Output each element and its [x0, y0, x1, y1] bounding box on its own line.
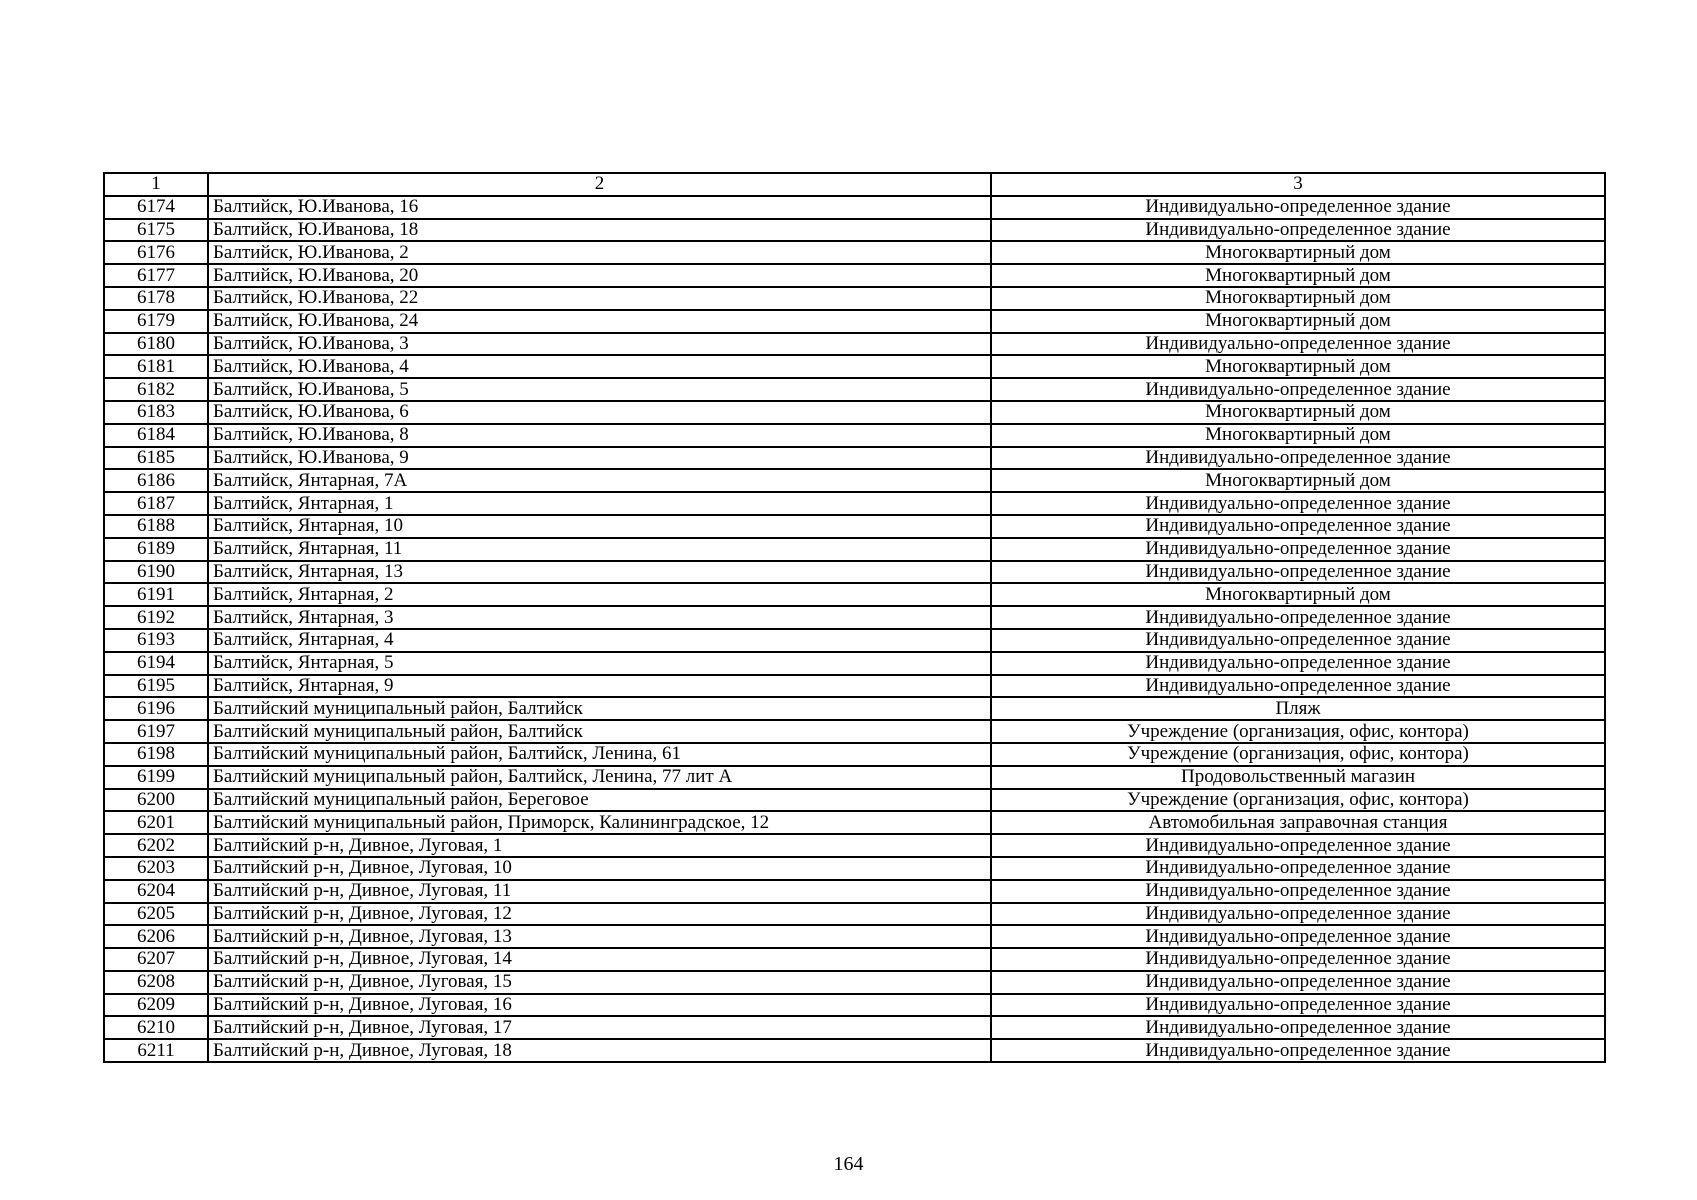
address-cell: Балтийский р-н, Дивное, Луговая, 14 — [208, 948, 991, 971]
row-number-cell: 6202 — [104, 834, 208, 857]
address-cell: Балтийский р-н, Дивное, Луговая, 10 — [208, 857, 991, 880]
table-row — [104, 994, 1605, 1017]
object-type-cell: Продовольственный магазин — [991, 766, 1605, 789]
table-row — [104, 743, 1605, 766]
object-type-cell: Индивидуально-определенное здание — [991, 629, 1605, 652]
object-type-cell: Индивидуально-определенное здание — [991, 834, 1605, 857]
object-type-cell: Индивидуально-определенное здание — [991, 219, 1605, 242]
column-header-1: 1 — [104, 173, 208, 196]
object-type-cell: Индивидуально-определенное здание — [991, 196, 1605, 219]
table-row — [104, 469, 1605, 492]
row-number-cell: 6175 — [104, 219, 208, 242]
table-row — [104, 811, 1605, 834]
table-row — [104, 264, 1605, 287]
registry-table — [103, 172, 1606, 1063]
row-number-cell: 6206 — [104, 925, 208, 948]
address-cell: Балтийский р-н, Дивное, Луговая, 12 — [208, 903, 991, 926]
row-number-cell: 6182 — [104, 378, 208, 401]
object-type-cell: Индивидуально-определенное здание — [991, 378, 1605, 401]
address-cell: Балтийск, Янтарная, 7А — [208, 469, 991, 492]
table-row — [104, 196, 1605, 219]
address-cell: Балтийский р-н, Дивное, Луговая, 18 — [208, 1039, 991, 1062]
address-cell: Балтийск, Янтарная, 4 — [208, 629, 991, 652]
object-type-cell: Индивидуально-определенное здание — [991, 675, 1605, 698]
address-cell: Балтийский муниципальный район, Балтийск, Ленина, 77 лит А — [208, 766, 991, 789]
address-cell: Балтийский р-н, Дивное, Луговая, 1 — [208, 834, 991, 857]
row-number-cell: 6203 — [104, 857, 208, 880]
address-cell: Балтийский р-н, Дивное, Луговая, 13 — [208, 925, 991, 948]
object-type-cell: Индивидуально-определенное здание — [991, 652, 1605, 675]
row-number-cell: 6183 — [104, 401, 208, 424]
row-number-cell: 6193 — [104, 629, 208, 652]
address-cell: Балтийск, Янтарная, 2 — [208, 583, 991, 606]
row-number-cell: 6199 — [104, 766, 208, 789]
address-cell: Балтийск, Ю.Иванова, 2 — [208, 241, 991, 264]
table-row — [104, 880, 1605, 903]
address-cell: Балтийск, Янтарная, 11 — [208, 538, 991, 561]
address-cell: Балтийский муниципальный район, Береговое — [208, 789, 991, 812]
address-cell: Балтийск, Ю.Иванова, 9 — [208, 447, 991, 470]
table-row — [104, 652, 1605, 675]
address-cell: Балтийск, Ю.Иванова, 6 — [208, 401, 991, 424]
object-type-cell: Индивидуально-определенное здание — [991, 857, 1605, 880]
row-number-cell: 6195 — [104, 675, 208, 698]
row-number-cell: 6204 — [104, 880, 208, 903]
row-number-cell: 6185 — [104, 447, 208, 470]
table-row — [104, 287, 1605, 310]
address-cell: Балтийск, Ю.Иванова, 24 — [208, 310, 991, 333]
address-cell: Балтийск, Ю.Иванова, 16 — [208, 196, 991, 219]
table-row — [104, 606, 1605, 629]
row-number-cell: 6196 — [104, 697, 208, 720]
row-number-cell: 6179 — [104, 310, 208, 333]
object-type-cell: Индивидуально-определенное здание — [991, 492, 1605, 515]
row-number-cell: 6187 — [104, 492, 208, 515]
object-type-cell: Многоквартирный дом — [991, 469, 1605, 492]
table-row — [104, 1039, 1605, 1062]
table-header-row — [104, 173, 1605, 196]
table-row — [104, 857, 1605, 880]
object-type-cell: Индивидуально-определенное здание — [991, 994, 1605, 1017]
row-number-cell: 6189 — [104, 538, 208, 561]
object-type-cell: Индивидуально-определенное здание — [991, 880, 1605, 903]
address-cell: Балтийский муниципальный район, Балтийск, Ленина, 61 — [208, 743, 991, 766]
row-number-cell: 6181 — [104, 355, 208, 378]
object-type-cell: Индивидуально-определенное здание — [991, 903, 1605, 926]
table-row — [104, 561, 1605, 584]
row-number-cell: 6188 — [104, 515, 208, 538]
address-cell: Балтийск, Ю.Иванова, 22 — [208, 287, 991, 310]
table-row — [104, 492, 1605, 515]
table-row — [104, 629, 1605, 652]
address-cell: Балтийск, Ю.Иванова, 8 — [208, 424, 991, 447]
address-cell: Балтийск, Ю.Иванова, 20 — [208, 264, 991, 287]
object-type-cell: Многоквартирный дом — [991, 241, 1605, 264]
row-number-cell: 6205 — [104, 903, 208, 926]
object-type-cell: Учреждение (организация, офис, контора) — [991, 743, 1605, 766]
object-type-cell: Многоквартирный дом — [991, 264, 1605, 287]
table-row — [104, 538, 1605, 561]
object-type-cell: Пляж — [991, 697, 1605, 720]
row-number-cell: 6201 — [104, 811, 208, 834]
object-type-cell: Многоквартирный дом — [991, 310, 1605, 333]
row-number-cell: 6192 — [104, 606, 208, 629]
address-cell: Балтийск, Янтарная, 3 — [208, 606, 991, 629]
object-type-cell: Многоквартирный дом — [991, 583, 1605, 606]
address-cell: Балтийский муниципальный район, Балтийск — [208, 720, 991, 743]
table-row — [104, 241, 1605, 264]
object-type-cell: Многоквартирный дом — [991, 424, 1605, 447]
address-cell: Балтийск, Ю.Иванова, 3 — [208, 333, 991, 356]
object-type-cell: Индивидуально-определенное здание — [991, 333, 1605, 356]
object-type-cell: Индивидуально-определенное здание — [991, 971, 1605, 994]
object-type-cell: Учреждение (организация, офис, контора) — [991, 789, 1605, 812]
address-cell: Балтийск, Янтарная, 10 — [208, 515, 991, 538]
table-row — [104, 903, 1605, 926]
address-cell: Балтийский муниципальный район, Приморск, Калининградское, 12 — [208, 811, 991, 834]
row-number-cell: 6180 — [104, 333, 208, 356]
object-type-cell: Индивидуально-определенное здание — [991, 515, 1605, 538]
object-type-cell: Индивидуально-определенное здание — [991, 447, 1605, 470]
table-row — [104, 333, 1605, 356]
table-row — [104, 355, 1605, 378]
row-number-cell: 6208 — [104, 971, 208, 994]
object-type-cell: Индивидуально-определенное здание — [991, 538, 1605, 561]
table-row — [104, 378, 1605, 401]
object-type-cell: Индивидуально-определенное здание — [991, 948, 1605, 971]
row-number-cell: 6197 — [104, 720, 208, 743]
table-row — [104, 766, 1605, 789]
object-type-cell: Индивидуально-определенное здание — [991, 561, 1605, 584]
row-number-cell: 6211 — [104, 1039, 208, 1062]
address-cell: Балтийский муниципальный район, Балтийск — [208, 697, 991, 720]
address-cell: Балтийск, Янтарная, 13 — [208, 561, 991, 584]
object-type-cell: Учреждение (организация, офис, контора) — [991, 720, 1605, 743]
object-type-cell: Многоквартирный дом — [991, 401, 1605, 424]
row-number-cell: 6176 — [104, 241, 208, 264]
object-type-cell: Многоквартирный дом — [991, 287, 1605, 310]
object-type-cell: Автомобильная заправочная станция — [991, 811, 1605, 834]
object-type-cell: Индивидуально-определенное здание — [991, 925, 1605, 948]
table-row — [104, 948, 1605, 971]
row-number-cell: 6177 — [104, 264, 208, 287]
address-cell: Балтийск, Янтарная, 9 — [208, 675, 991, 698]
row-number-cell: 6190 — [104, 561, 208, 584]
address-cell: Балтийский р-н, Дивное, Луговая, 17 — [208, 1016, 991, 1039]
address-cell: Балтийский р-н, Дивное, Луговая, 16 — [208, 994, 991, 1017]
row-number-cell: 6174 — [104, 196, 208, 219]
table-row — [104, 925, 1605, 948]
table-row — [104, 401, 1605, 424]
table-body — [104, 196, 1605, 1062]
row-number-cell: 6209 — [104, 994, 208, 1017]
table-row — [104, 424, 1605, 447]
table-row — [104, 971, 1605, 994]
table-row — [104, 1016, 1605, 1039]
object-type-cell: Многоквартирный дом — [991, 355, 1605, 378]
object-type-cell: Индивидуально-определенное здание — [991, 1016, 1605, 1039]
row-number-cell: 6210 — [104, 1016, 208, 1039]
page-number: 164 — [833, 1153, 864, 1175]
row-number-cell: 6186 — [104, 469, 208, 492]
table-row — [104, 697, 1605, 720]
table-row — [104, 789, 1605, 812]
address-cell: Балтийск, Ю.Иванова, 18 — [208, 219, 991, 242]
row-number-cell: 6200 — [104, 789, 208, 812]
row-number-cell: 6184 — [104, 424, 208, 447]
address-cell: Балтийский р-н, Дивное, Луговая, 15 — [208, 971, 991, 994]
table-row — [104, 447, 1605, 470]
address-cell: Балтийск, Ю.Иванова, 5 — [208, 378, 991, 401]
row-number-cell: 6194 — [104, 652, 208, 675]
address-cell: Балтийск, Янтарная, 1 — [208, 492, 991, 515]
object-type-cell: Индивидуально-определенное здание — [991, 606, 1605, 629]
table-row — [104, 583, 1605, 606]
column-header-2: 2 — [208, 173, 991, 196]
address-cell: Балтийск, Ю.Иванова, 4 — [208, 355, 991, 378]
row-number-cell: 6198 — [104, 743, 208, 766]
row-number-cell: 6191 — [104, 583, 208, 606]
table-row — [104, 834, 1605, 857]
column-header-3: 3 — [991, 173, 1605, 196]
row-number-cell: 6178 — [104, 287, 208, 310]
address-cell: Балтийский р-н, Дивное, Луговая, 11 — [208, 880, 991, 903]
table-row — [104, 675, 1605, 698]
row-number-cell: 6207 — [104, 948, 208, 971]
table-row — [104, 515, 1605, 538]
table-row — [104, 310, 1605, 333]
table-row — [104, 720, 1605, 743]
table-row — [104, 219, 1605, 242]
address-cell: Балтийск, Янтарная, 5 — [208, 652, 991, 675]
object-type-cell: Индивидуально-определенное здание — [991, 1039, 1605, 1062]
